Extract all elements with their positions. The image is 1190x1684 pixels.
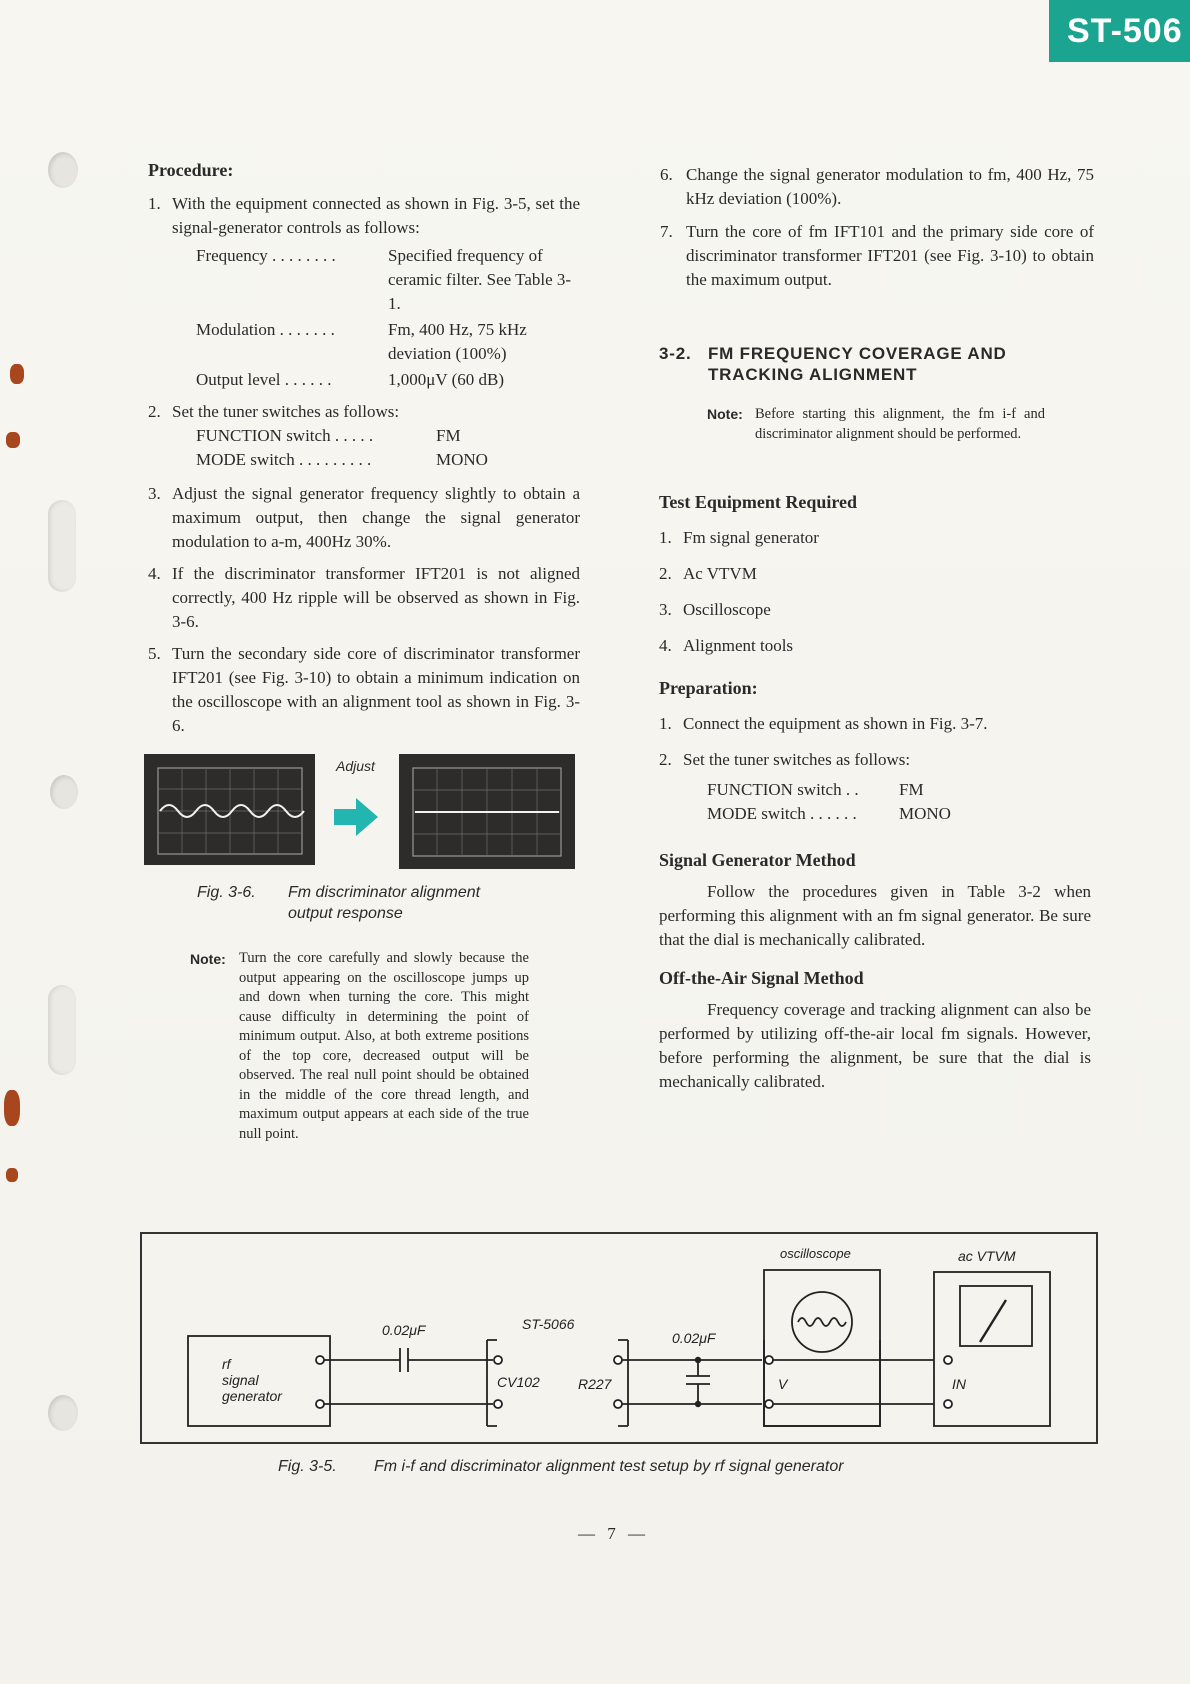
- rust-mark: [10, 364, 24, 384]
- note-label: Note:: [190, 951, 226, 967]
- procedure-heading: Procedure:: [148, 160, 234, 180]
- oscilloscope-label: oscilloscope: [780, 1246, 851, 1261]
- sg-method-text: Follow the procedures given in Table 3-2 when performing this alignment with an fm signal generator. Be sure that the dial is mechanically calibrated.: [659, 882, 1091, 949]
- tuner-cv102-label: CV102: [497, 1374, 540, 1390]
- capacitor-1-label: 0.02μF: [382, 1322, 426, 1338]
- fig-3-6-number: Fig. 3-6.: [197, 884, 256, 901]
- equipment-item: 3. Oscilloscope: [659, 600, 771, 619]
- tuner-switches: [148, 424, 580, 472]
- rust-mark: [6, 1168, 18, 1182]
- procedure-step: 5. Turn the secondary side core of discriminator transformer IFT201 (see Fig. 3-10) to obtain a minimum indication on the oscilloscope with an alignment tool as shown in Fig. 3-6.: [148, 644, 580, 735]
- procedure-step: 6. Change the signal generator modulation to fm, 400 Hz, 75 kHz deviation (100%).: [660, 165, 1094, 208]
- binder-hole: [50, 775, 78, 809]
- binder-slot: [48, 500, 76, 592]
- model-tab: ST-506: [1049, 0, 1190, 62]
- binder-hole: [48, 152, 78, 188]
- equipment-item: 2. Ac VTVM: [659, 564, 757, 583]
- rust-mark: [6, 432, 20, 448]
- procedure-step: 7. Turn the core of fm IFT101 and the primary side core of discriminator transformer IFT201 (see Fig. 3-10) to obtain the maximum output.: [660, 222, 1094, 289]
- preparation-step: 2. Set the tuner switches as follows:: [659, 750, 911, 769]
- note-text: Turn the core carefully and slowly because the output appearing on the oscilloscope jumps up and down when turning the core. This might cause difficulty in determining the point of minimum output. Also, at both extreme positions of the top core, decreased output will be observed. The real null point should be obtained in the middle of the core thread length, and maximum output appears at each side of the true null point.: [239, 950, 529, 1142]
- preparation-step: 1. Connect the equipment as shown in Fig. 3-7.: [659, 714, 988, 733]
- switch-row: MODE switch . . . . . . . . . MONO: [196, 450, 488, 469]
- setting-row: Frequency . . . . . . . . Specified frequency of ceramic filter. See Table 3-1.: [196, 246, 572, 313]
- note-text: Before starting this alignment, the fm i-f and discriminator alignment should be performed.: [755, 406, 1045, 442]
- rf-generator-label: rf signal generator: [222, 1356, 282, 1404]
- fig-3-5-caption: Fm i-f and discriminator alignment test setup by rf signal generator: [374, 1458, 844, 1475]
- tuner-model-label: ST-5066: [522, 1316, 575, 1332]
- scope-screen-ripple: [144, 754, 315, 865]
- procedure-step: 4. If the discriminator transformer IFT201 is not aligned correctly, 400 Hz ripple will be observed as shown in Fig. 3-6.: [148, 564, 580, 631]
- procedure-step: 3. Adjust the signal generator frequency slightly to obtain a maximum output, then change the signal generator modulation to a-m, 400Hz 30%.: [148, 484, 580, 551]
- adjust-label: Adjust: [336, 758, 375, 774]
- tuner-switches: [659, 778, 1091, 826]
- note-label: Note:: [707, 406, 743, 422]
- right-column-top: [660, 163, 1094, 292]
- left-column: [148, 158, 580, 738]
- preparation-heading: Preparation:: [659, 678, 758, 698]
- rust-mark: [4, 1090, 20, 1126]
- wiring-schematic: [142, 1234, 1096, 1442]
- ota-method-text: Frequency coverage and tracking alignment can also be performed by utilizing off-the-air local fm signals. However, before performing the alignment, be sure that the dial is mechanically calibrated.: [659, 1000, 1091, 1091]
- test-setup-diagram: [140, 1232, 1098, 1444]
- capacitor-2-label: 0.02μF: [672, 1330, 716, 1346]
- vtvm-input-label: IN: [952, 1376, 966, 1392]
- equipment-item: 4. Alignment tools: [659, 636, 794, 655]
- binder-slot: [48, 985, 76, 1075]
- generator-settings: [148, 244, 580, 392]
- tuner-r227-label: R227: [578, 1376, 612, 1392]
- equipment-item: 1. Fm signal generator: [659, 528, 819, 547]
- procedure-step: 2. Set the tuner switches as follows:: [148, 402, 400, 421]
- switch-row: MODE switch . . . . . . MONO: [707, 804, 951, 823]
- vtvm-label: ac VTVM: [958, 1248, 1016, 1264]
- fig-3-5-number: Fig. 3-5.: [278, 1458, 337, 1475]
- setting-row: Output level . . . . . . 1,000μV (60 dB): [196, 370, 504, 389]
- test-equipment-heading: Test Equipment Required: [659, 492, 858, 512]
- sg-method-heading: Signal Generator Method: [659, 850, 856, 870]
- right-column-body: [659, 490, 1091, 1094]
- section-number: 3-2.: [659, 344, 692, 363]
- section-title: FM FREQUENCY COVERAGE AND TRACKING ALIGNMENT: [708, 344, 1007, 384]
- ota-method-heading: Off-the-Air Signal Method: [659, 968, 864, 988]
- arrow-right-icon: [334, 798, 378, 836]
- fig-3-6-caption: Fm discriminator alignment output response: [288, 884, 481, 922]
- switch-row: FUNCTION switch . . FM: [707, 780, 924, 799]
- page-number: — 7 —: [578, 1524, 649, 1543]
- setting-row: Modulation . . . . . . . Fm, 400 Hz, 75 kHz deviation (100%): [196, 320, 527, 363]
- scope-screen-flat: [399, 754, 575, 869]
- switch-row: FUNCTION switch . . . . . FM: [196, 426, 461, 445]
- procedure-step: 1. With the equipment connected as shown in Fig. 3-5, set the signal-generator controls as follows:: [148, 194, 580, 237]
- oscilloscope-input-label: V: [778, 1376, 788, 1392]
- binder-hole: [48, 1395, 78, 1431]
